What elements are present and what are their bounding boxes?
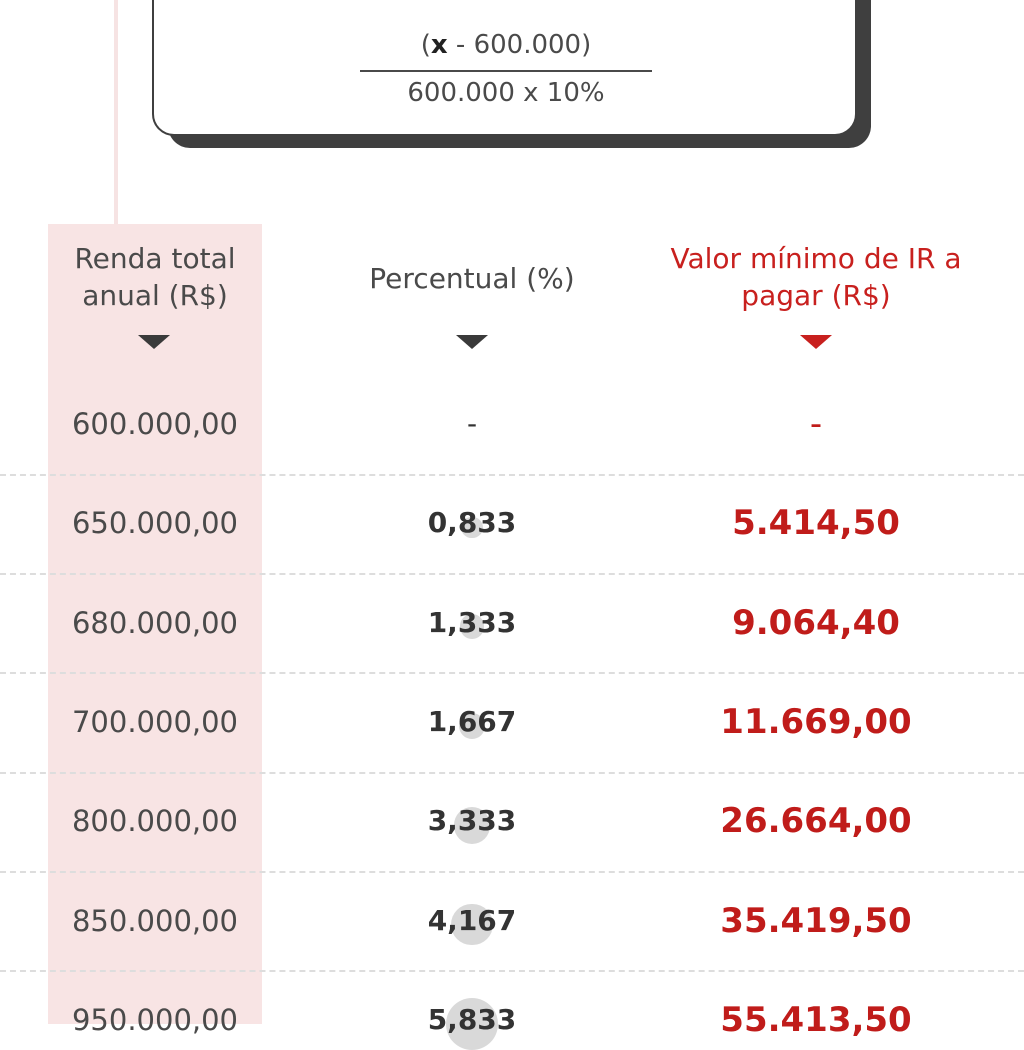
cell-min-tax: 35.419,50	[720, 901, 912, 941]
cell-income: 650.000,00	[71, 506, 239, 540]
cell-income: 800.000,00	[71, 804, 239, 838]
cell-percent: -	[466, 407, 478, 440]
cell-percent: 5,833	[427, 1003, 517, 1036]
cell-min-tax: -	[809, 404, 823, 444]
row-divider	[0, 772, 1024, 774]
header-min-tax: Valor mínimo de IR a pagar (R$)	[670, 242, 962, 312]
formula-variable: x	[430, 30, 448, 60]
cell-percent: 4,167	[427, 904, 517, 937]
cell-income: 700.000,00	[71, 705, 239, 739]
cell-income: 950.000,00	[71, 1003, 239, 1037]
cell-income: 600.000,00	[71, 407, 239, 441]
cell-min-tax: 26.664,00	[720, 801, 912, 841]
cell-percent: 0,833	[427, 506, 517, 539]
arrow-down-icon	[138, 335, 170, 349]
formula-box	[152, 0, 857, 136]
cell-income: 850.000,00	[71, 904, 239, 938]
arrow-down-icon	[800, 335, 832, 349]
arrow-down-icon	[456, 335, 488, 349]
cell-income: 680.000,00	[71, 606, 239, 640]
cell-min-tax: 5.414,50	[732, 503, 900, 543]
cell-percent: 3,333	[427, 804, 517, 837]
cell-percent: 1,333	[427, 606, 517, 639]
formula-denominator: 600.000 x 10%	[407, 78, 605, 108]
formula-numerator: (x - 600.000)	[420, 30, 592, 60]
timeline-connector-line	[114, 0, 118, 226]
fraction-bar	[360, 70, 652, 72]
cell-percent: 1,667	[427, 705, 517, 738]
row-divider	[0, 970, 1024, 972]
row-divider	[0, 672, 1024, 674]
header-income: Renda total anual (R$)	[74, 242, 236, 312]
cell-min-tax: 55.413,50	[720, 1000, 912, 1040]
cell-min-tax: 9.064,40	[732, 603, 900, 643]
row-divider	[0, 573, 1024, 575]
header-percent: Percentual (%)	[369, 262, 575, 295]
row-divider	[0, 474, 1024, 476]
cell-min-tax: 11.669,00	[720, 702, 912, 742]
row-divider	[0, 871, 1024, 873]
